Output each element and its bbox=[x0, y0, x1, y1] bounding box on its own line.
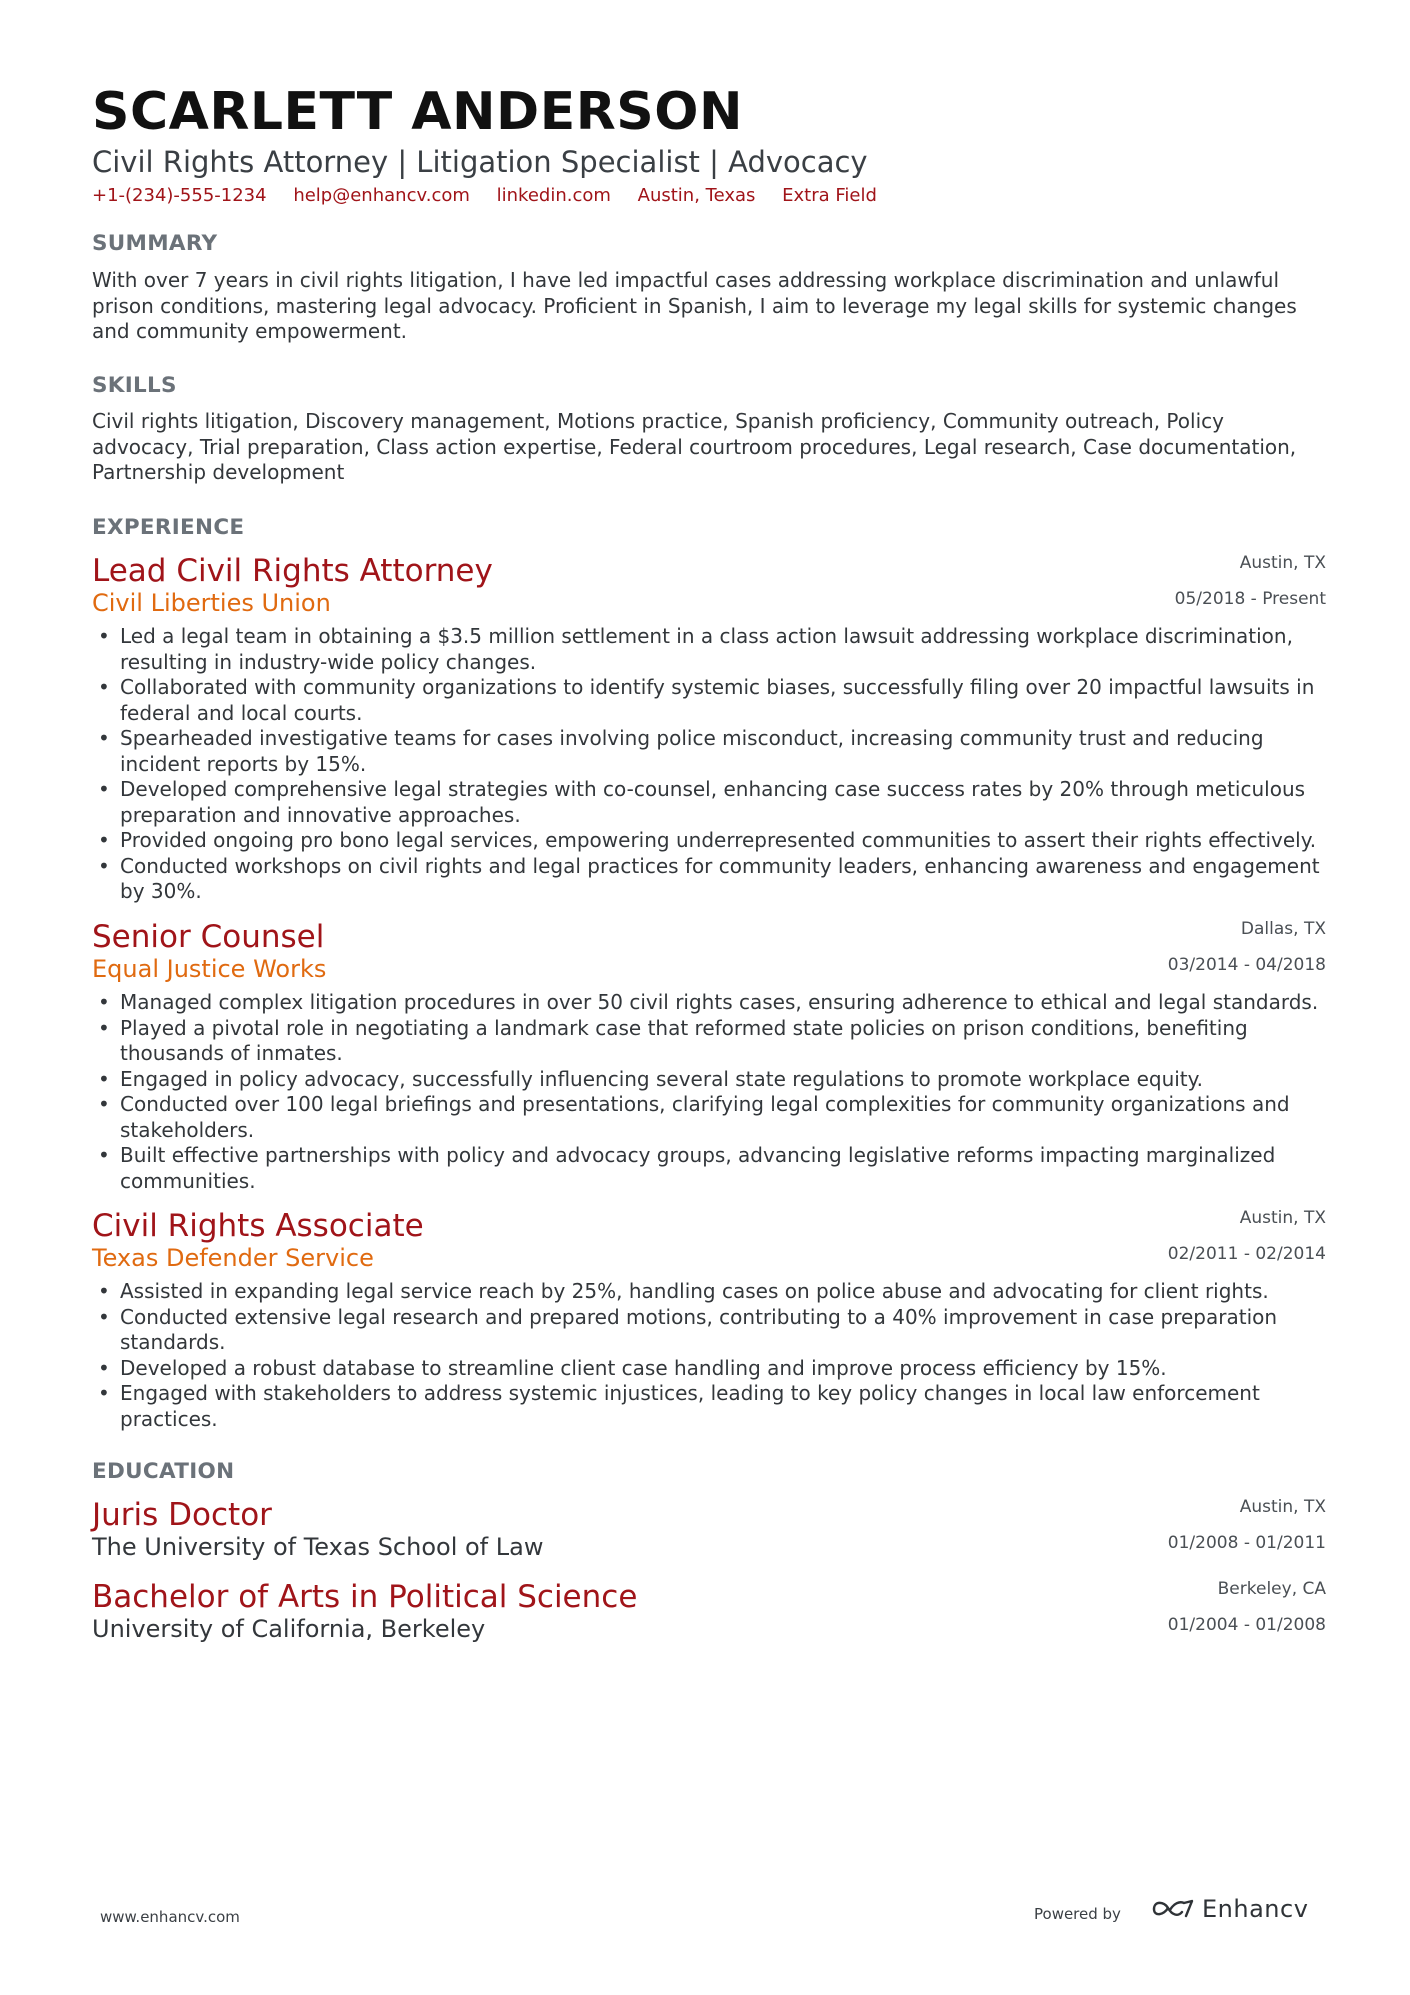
job-company: Texas Defender Service bbox=[92, 1244, 374, 1272]
job-bullets bbox=[92, 624, 1326, 905]
job-company: Civil Liberties Union bbox=[92, 589, 331, 617]
candidate-name: SCARLETT ANDERSON bbox=[92, 82, 743, 142]
job-location: Dallas, TX bbox=[1240, 919, 1326, 939]
list-item: • Provided ongoing pro bono legal services, empowering underrepresented communities to assert their rights effectively. bbox=[92, 828, 1326, 854]
education-location: Austin, TX bbox=[1239, 1497, 1326, 1517]
footer-brand-logo[interactable] bbox=[1150, 1895, 1308, 1923]
list-item: • Played a pivotal role in negotiating a landmark case that reformed state policies on prison conditions, benefiting thousands of inmates. bbox=[92, 1016, 1326, 1067]
job-location: Austin, TX bbox=[1239, 553, 1326, 573]
contact-location: Austin, Texas bbox=[637, 185, 756, 206]
job-title: Senior Counsel bbox=[92, 919, 325, 955]
job-title: Lead Civil Rights Attorney bbox=[92, 553, 493, 589]
skills-heading: SKILLS bbox=[92, 373, 177, 398]
list-item: • Collaborated with community organizations to identify systemic biases, successfully filing over 20 impactful lawsuits in federal and local courts. bbox=[92, 675, 1326, 726]
experience-heading: EXPERIENCE bbox=[92, 515, 245, 540]
footer-brand-name: Enhancv bbox=[1202, 1895, 1309, 1923]
list-item: • Engaged in policy advocacy, successfully influencing several state regulations to promote workplace equity. bbox=[92, 1067, 1326, 1093]
job-location: Austin, TX bbox=[1239, 1208, 1326, 1228]
education-dates: 01/2008 - 01/2011 bbox=[1167, 1533, 1326, 1553]
list-item: • Conducted extensive legal research and prepared motions, contributing to a 40% improvement in case preparation standards. bbox=[92, 1305, 1326, 1356]
list-item: • Built effective partnerships with policy and advocacy groups, advancing legislative reforms impacting marginalized communities. bbox=[92, 1143, 1326, 1194]
contact-email[interactable]: help@enhancv.com bbox=[293, 185, 470, 206]
list-item: • Conducted workshops on civil rights and legal practices for community leaders, enhancing awareness and engagement by 30%. bbox=[92, 854, 1326, 905]
list-item: • Spearheaded investigative teams for cases involving police misconduct, increasing community trust and reducing incident reports by 15%. bbox=[92, 726, 1326, 777]
list-item: • Led a legal team in obtaining a $3.5 million settlement in a class action lawsuit addressing workplace discrimination, resulting in industry-wide policy changes. bbox=[92, 624, 1326, 675]
list-item: • Developed a robust database to streamline client case handling and improve process efficiency by 15%. bbox=[92, 1356, 1326, 1382]
school-name: The University of Texas School of Law bbox=[92, 1533, 544, 1561]
degree-title: Bachelor of Arts in Political Science bbox=[92, 1579, 638, 1615]
job-dates: 02/2011 - 02/2014 bbox=[1167, 1244, 1326, 1264]
candidate-tagline: Civil Rights Attorney | Litigation Specialist | Advocacy bbox=[92, 145, 868, 179]
list-item: • Engaged with stakeholders to address systemic injustices, leading to key policy changes in local law enforcement practices. bbox=[92, 1381, 1326, 1432]
education-heading: EDUCATION bbox=[92, 1459, 235, 1484]
school-name: University of California, Berkeley bbox=[92, 1615, 486, 1643]
enhancv-logo-icon bbox=[1150, 1896, 1196, 1922]
contact-line bbox=[92, 183, 898, 209]
summary-heading: SUMMARY bbox=[92, 231, 218, 256]
list-item: • Assisted in expanding legal service reach by 25%, handling cases on police abuse and advocating for client rights. bbox=[92, 1279, 1326, 1305]
list-item: • Developed comprehensive legal strategies with co-counsel, enhancing case success rates by 20% through meticulous preparation and innovative approaches. bbox=[92, 777, 1326, 828]
job-bullets bbox=[92, 1279, 1326, 1432]
job-dates: 03/2014 - 04/2018 bbox=[1167, 955, 1326, 975]
contact-phone[interactable]: +1-(234)-555-1234 bbox=[92, 185, 267, 206]
skills-text: Civil rights litigation, Discovery management, Motions practice, Spanish proficiency, Community outreach, Policy advocacy, Trial preparation, Class action expertise, Federal courtroom procedures, Legal research, Case documentation, Partnership development bbox=[92, 409, 1297, 484]
list-item: • Managed complex litigation procedures in over 50 civil rights cases, ensuring adherence to ethical and legal standards. bbox=[92, 990, 1326, 1016]
list-item: • Conducted over 100 legal briefings and presentations, clarifying legal complexities for community organizations and stakeholders. bbox=[92, 1092, 1326, 1143]
education-location: Berkeley, CA bbox=[1217, 1579, 1326, 1599]
degree-title: Juris Doctor bbox=[92, 1497, 272, 1533]
education-dates: 01/2004 - 01/2008 bbox=[1167, 1615, 1326, 1635]
job-title: Civil Rights Associate bbox=[92, 1208, 424, 1244]
footer-website-link[interactable]: www.enhancv.com bbox=[100, 1908, 240, 1926]
summary-text: With over 7 years in civil rights litigation, I have led impactful cases addressing workplace discrimination and unlawful prison conditions, mastering legal advocacy. Proficient in Spanish, I aim to leverage my legal skills for systemic changes and community empowerment. bbox=[92, 268, 1297, 343]
job-dates: 05/2018 - Present bbox=[1174, 589, 1326, 609]
contact-linkedin[interactable]: linkedin.com bbox=[496, 185, 611, 206]
contact-extra-field: Extra Field bbox=[782, 185, 877, 206]
footer-powered-by: Powered by bbox=[1034, 1905, 1121, 1923]
job-company: Equal Justice Works bbox=[92, 955, 327, 983]
job-bullets bbox=[92, 990, 1326, 1194]
